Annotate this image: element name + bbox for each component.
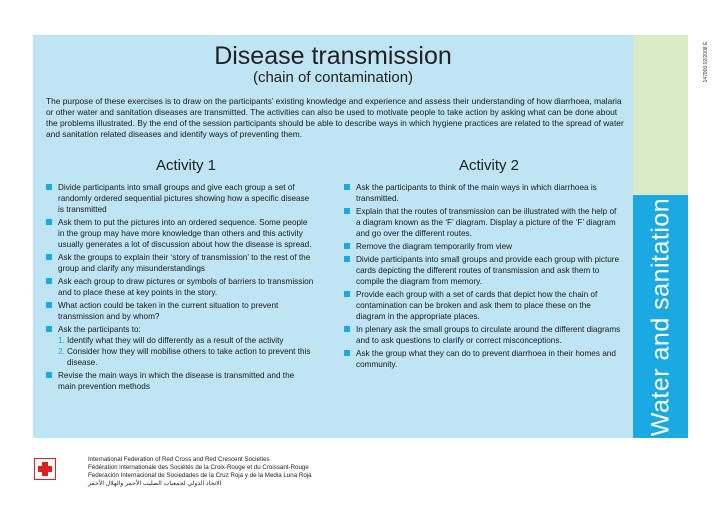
- list-item: In plenary ask the small groups to circulate around the different diagrams and to ask questions to clarify or correct misconceptions.: [344, 324, 622, 346]
- red-crescent-logo-icon: [60, 458, 82, 480]
- federation-name-ar: الاتحاد الدولي لجمعيات الصليب الأحمر والهلال الأحمر: [88, 480, 222, 487]
- activity-2-column: [344, 157, 622, 372]
- list-item: Ask each group to draw pictures or symbols of barriers to transmission and to place these at key points in the story.: [46, 276, 314, 298]
- side-band-blue: [633, 195, 688, 438]
- bullet-square-icon: [344, 256, 350, 262]
- activity-2-list: [344, 182, 622, 370]
- list-item: Provide each group with a set of cards that depict how the chain of contamination can be broken and ask them to place these on the diagram in the appropriate places.: [344, 289, 622, 322]
- bullet-square-icon: [344, 243, 350, 249]
- bullet-square-icon: [344, 291, 350, 297]
- list-item: Ask them to put the pictures into an ordered sequence. Some people in the group may have more knowledge than others and this activity usually generates a lot of discussion about how the disease is spread.: [46, 217, 314, 250]
- bullet-square-icon: [46, 372, 52, 378]
- bullet-square-icon: [46, 278, 52, 284]
- activity-1-column: [46, 157, 314, 394]
- federation-names: [88, 456, 312, 488]
- federation-name-es: Federación Internacional de Sociedades de la Cruz Roja y de la Media Luna Roja: [88, 472, 312, 479]
- page-title: Disease transmission: [214, 42, 452, 70]
- side-label: Water and sanitation: [646, 197, 674, 436]
- list-item: Ask the group what they can do to prevent diarrhoea in their homes and community.: [344, 348, 622, 370]
- federation-name-fr: Fédération internationale des Sociétés de la Croix-Rouge et du Croissant-Rouge: [88, 464, 309, 471]
- red-cross-logo-icon: [34, 458, 56, 480]
- activity-1-list: [46, 182, 314, 392]
- list-item: Explain that the routes of transmission can be illustrated with the help of a diagram known as the ‘F’ diagram. Display a picture of the ‘F’ diagram and go over the different routes.: [344, 206, 622, 239]
- bullet-square-icon: [344, 350, 350, 356]
- bullet-square-icon: [46, 184, 52, 190]
- activity-1-heading: Activity 1: [155, 157, 216, 174]
- intro-paragraph: The purpose of these exercises is to draw on the participants’ existing knowledge and experience and assess their understanding of how diarrhoea, malaria or other water and sanitation diseases are transmitted. The activities can also be used to motivate people to take action by asking what can be done about the problems illustrated. By the end of the session participants should be able to describe ways in which hygiene practices are related to the spread of water and sanitation related diseases and identify ways of preventing them.: [46, 96, 624, 139]
- bullet-square-icon: [46, 219, 52, 225]
- bullet-square-icon: [344, 208, 350, 214]
- bullet-square-icon: [46, 302, 52, 308]
- list-item: Ask the participants to: 1. Identify what they will do differently as a result of the activity 2. Consider how they will mobilise others to take action to prevent this disease.: [46, 324, 314, 368]
- bullet-square-icon: [344, 326, 350, 332]
- bullet-square-icon: [46, 326, 52, 332]
- footer: [34, 456, 434, 496]
- sub-list: [58, 335, 314, 368]
- bullet-square-icon: [46, 254, 52, 260]
- sub-list-item: 2. Consider how they will mobilise others to take action to prevent this disease.: [58, 347, 311, 367]
- list-item: Revise the main ways in which the disease is transmitted and the main prevention methods: [46, 370, 314, 392]
- federation-name-en: International Federation of Red Cross and Red Crescent Societies: [88, 456, 270, 463]
- list-item: Ask the groups to explain their ‘story of transmission’ to the rest of the group and clarify any misunderstandings: [46, 252, 314, 274]
- sub-list-item: 1. Identify what they will do differently as a result of the activity: [58, 336, 284, 345]
- activity-2-heading: Activity 2: [458, 157, 519, 174]
- list-item: What action could be taken in the current situation to prevent transmission and by whom?: [46, 300, 314, 322]
- list-item: Remove the diagram temporarily from view: [344, 241, 622, 252]
- side-band-green: [633, 35, 688, 195]
- list-item: Divide participants into small groups and provide each group with picture cards depicting the different routes of transmission and ask them to compile the diagram from memory.: [344, 254, 622, 287]
- bullet-square-icon: [344, 184, 350, 190]
- list-item: Ask the participants to think of the main ways in which diarrhoea is transmitted.: [344, 182, 622, 204]
- page-subtitle: (chain of contamination): [252, 69, 414, 86]
- list-item: Divide participants into small groups and give each group a set of randomly ordered sequential pictures showing how a specific disease is transmitted: [46, 182, 314, 215]
- reference-code: 147900 02/2008 E: [703, 41, 709, 83]
